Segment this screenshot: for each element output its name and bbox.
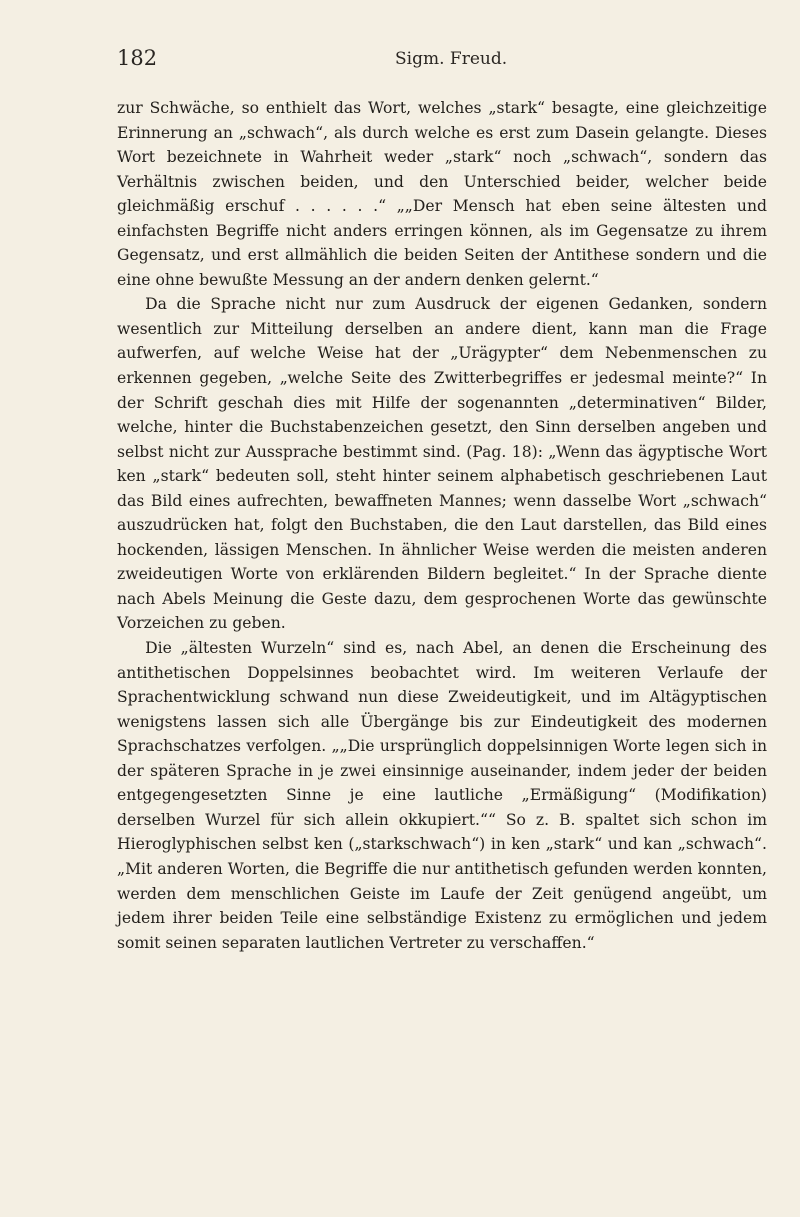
running-head: Sigm. Freud. bbox=[395, 49, 508, 69]
page-header bbox=[117, 46, 767, 76]
paragraph-continuation: zur Schwäche, so enthielt das Wort, welches „stark“ besagte, eine gleichzeitige Erinnerung an „schwach“, als durch welche es erst zum Dasein gelangte. Dieses Wort bezeichnete in Wahrheit weder „stark“ noch „schwach“, sondern das Verhältnis zwischen beiden, und den Unterschied beider, welcher beide gleichmäßig erschuf . . . . . .“ „„Der Mensch hat eben seine ältesten und einfachsten Begriffe nicht anders erringen können, als im Gegensatze zu ihrem Gegensatz, und erst allmählich die beiden Seiten der Antithese sondern und die eine ohne bewußte Messung an der andern denken gelernt.“ bbox=[117, 99, 767, 289]
paragraph-oldest-roots: Die „ältesten Wurzeln“ sind es, nach Abel, an denen die Erscheinung des antithetischen Doppelsinnes beobachtet wird. Im weiteren Verlaufe der Sprachentwicklung schwand nun diese Zweideutigkeit, und im Altägyptischen wenigstens lassen sich alle Übergänge bis zur Eindeutigkeit des modernen Sprachschatzes verfolgen. „„Die ursprünglich doppelsinnigen Worte legen sich in der späteren Sprache in je zwei einsinnige auseinander, indem jeder der beiden entgegengesetzten Sinne je eine lautliche „Ermäßigung“ (Modifikation) derselben Wurzel für sich allein okkupiert.““ So z. B. spaltet sich schon im Hieroglyphischen selbst ken („starkschwach“) in ken „stark“ und kan „schwach“. „Mit anderen Worten, die Begriffe die nur antithetisch gefunden werden konnten, werden dem menschlichen Geiste im Laufe der Zeit genügend angeübt, um jedem ihrer beiden Teile eine selbständige Existenz zu ermöglichen und jedem somit seinen separaten lautlichen Vertreter zu verschaffen.“ bbox=[117, 639, 767, 952]
page-number: 182 bbox=[117, 46, 158, 70]
paragraph-determinatives: Da die Sprache nicht nur zum Ausdruck der eigenen Gedanken, sondern wesentlich zur Mitteilung derselben an andere dient, kann man die Frage aufwerfen, auf welche Weise hat der „Urägypter“ dem Nebenmenschen zu erkennen gegeben, „welche Seite des Zwitterbegriffes er jedesmal meinte?“ In der Schrift geschah dies mit Hilfe der sogenannten „determinativen“ Bilder, welche, hinter die Buchstabenzeichen gesetzt, den Sinn derselben angeben und selbst nicht zur Aussprache bestimmt sind. (Pag. 18): „Wenn das ägyptische Wort ken „stark“ bedeuten soll, steht hinter seinem alphabetisch geschriebenen Laut das Bild eines aufrechten, bewaffneten Mannes; wenn dasselbe Wort „schwach“ auszudrücken hat, folgt den Buchstaben, die den Laut darstellen, das Bild eines hockenden, lässigen Menschen. In ähnlicher Weise werden die meisten anderen zweideutigen Worte von erklärenden Bildern begleitet.“ In der Sprache diente nach Abels Meinung die Geste dazu, dem gesprochenen Worte das gewünschte Vorzeichen zu geben. bbox=[117, 295, 767, 633]
body-text bbox=[117, 96, 767, 955]
